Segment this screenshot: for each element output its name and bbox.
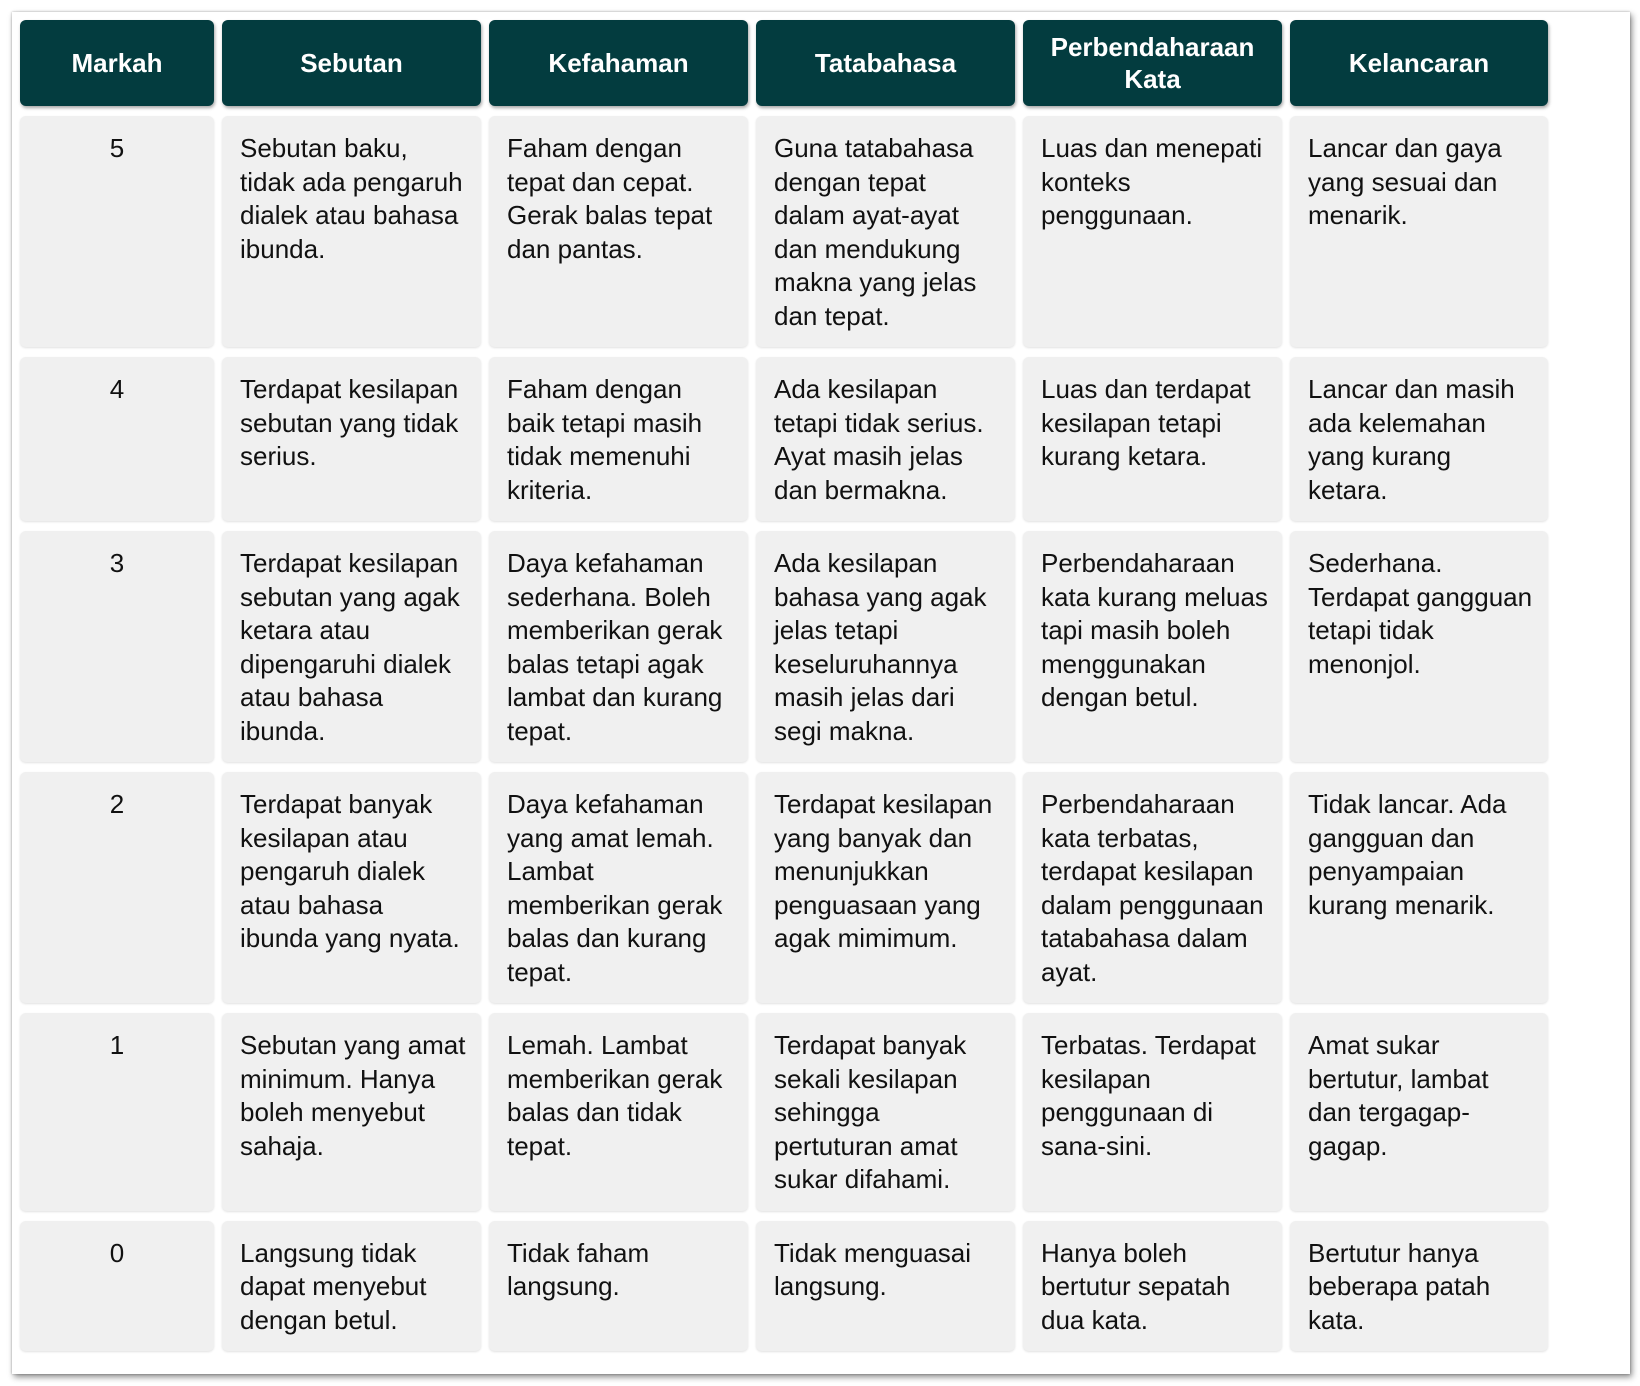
tatabahasa-cell: Terdapat banyak sekali kesilapan sehingga pertuturan amat sukar difahami. xyxy=(756,1013,1015,1211)
kelancaran-cell: Sederhana. Terdapat gangguan tetapi tidak menonjol. xyxy=(1290,531,1548,762)
table-row xyxy=(20,1013,1548,1211)
tatabahasa-cell: Tidak menguasai langsung. xyxy=(756,1221,1015,1352)
table-row xyxy=(20,116,1548,347)
rubric-table xyxy=(12,10,1556,1361)
kelancaran-cell: Amat sukar bertutur, lambat dan tergagap-gagap. xyxy=(1290,1013,1548,1211)
sebutan-cell: Langsung tidak dapat menyebut dengan betul. xyxy=(222,1221,481,1352)
perbendaharaan-cell: Terbatas. Terdapat kesilapan penggunaan di sana-sini. xyxy=(1023,1013,1282,1211)
kelancaran-cell: Bertutur hanya beberapa patah kata. xyxy=(1290,1221,1548,1352)
perbendaharaan-cell: Perbendaharaan kata terbatas, terdapat kesilapan dalam penggunaan tatabahasa dalam ayat. xyxy=(1023,772,1282,1003)
kelancaran-cell: Tidak lancar. Ada gangguan dan penyampaian kurang menarik. xyxy=(1290,772,1548,1003)
header-perbendaharaan-kata: Perbendaharaan Kata xyxy=(1023,20,1282,106)
sebutan-cell: Sebutan yang amat minimum. Hanya boleh menyebut sahaja. xyxy=(222,1013,481,1211)
tatabahasa-cell: Ada kesilapan bahasa yang agak jelas tetapi keseluruhannya masih jelas dari segi makna. xyxy=(756,531,1015,762)
markah-cell: 0 xyxy=(20,1221,214,1352)
header-markah: Markah xyxy=(20,20,214,106)
table-row xyxy=(20,772,1548,1003)
sebutan-cell: Terdapat kesilapan sebutan yang agak ketara atau dipengaruhi dialek atau bahasa ibunda. xyxy=(222,531,481,762)
kelancaran-cell: Lancar dan gaya yang sesuai dan menarik. xyxy=(1290,116,1548,347)
header-tatabahasa: Tatabahasa xyxy=(756,20,1015,106)
markah-cell: 1 xyxy=(20,1013,214,1211)
table-row xyxy=(20,1221,1548,1352)
perbendaharaan-cell: Luas dan terdapat kesilapan tetapi kurang ketara. xyxy=(1023,357,1282,521)
perbendaharaan-cell: Perbendaharaan kata kurang meluas tapi masih boleh menggunakan dengan betul. xyxy=(1023,531,1282,762)
header-kefahaman: Kefahaman xyxy=(489,20,748,106)
sebutan-cell: Terdapat kesilapan sebutan yang tidak serius. xyxy=(222,357,481,521)
tatabahasa-cell: Terdapat kesilapan yang banyak dan menunjukkan penguasaan yang agak mimimum. xyxy=(756,772,1015,1003)
markah-cell: 3 xyxy=(20,531,214,762)
sebutan-cell: Sebutan baku, tidak ada pengaruh dialek atau bahasa ibunda. xyxy=(222,116,481,347)
perbendaharaan-cell: Hanya boleh bertutur sepatah dua kata. xyxy=(1023,1221,1282,1352)
perbendaharaan-cell: Luas dan menepati konteks penggunaan. xyxy=(1023,116,1282,347)
markah-cell: 4 xyxy=(20,357,214,521)
kefahaman-cell: Lemah. Lambat memberikan gerak balas dan tidak tepat. xyxy=(489,1013,748,1211)
table-row xyxy=(20,531,1548,762)
header-row xyxy=(20,20,1548,106)
kefahaman-cell: Faham dengan tepat dan cepat. Gerak balas tepat dan pantas. xyxy=(489,116,748,347)
rubric-frame xyxy=(12,12,1630,1374)
kefahaman-cell: Daya kefahaman sederhana. Boleh memberikan gerak balas tetapi agak lambat dan kurang tepat. xyxy=(489,531,748,762)
sebutan-cell: Terdapat banyak kesilapan atau pengaruh dialek atau bahasa ibunda yang nyata. xyxy=(222,772,481,1003)
kefahaman-cell: Faham dengan baik tetapi masih tidak memenuhi kriteria. xyxy=(489,357,748,521)
markah-cell: 2 xyxy=(20,772,214,1003)
header-sebutan: Sebutan xyxy=(222,20,481,106)
tatabahasa-cell: Guna tatabahasa dengan tepat dalam ayat-ayat dan mendukung makna yang jelas dan tepat. xyxy=(756,116,1015,347)
kefahaman-cell: Daya kefahaman yang amat lemah. Lambat memberikan gerak balas dan kurang tepat. xyxy=(489,772,748,1003)
kefahaman-cell: Tidak faham langsung. xyxy=(489,1221,748,1352)
tatabahasa-cell: Ada kesilapan tetapi tidak serius. Ayat masih jelas dan bermakna. xyxy=(756,357,1015,521)
header-kelancaran: Kelancaran xyxy=(1290,20,1548,106)
kelancaran-cell: Lancar dan masih ada kelemahan yang kurang ketara. xyxy=(1290,357,1548,521)
markah-cell: 5 xyxy=(20,116,214,347)
table-row xyxy=(20,357,1548,521)
